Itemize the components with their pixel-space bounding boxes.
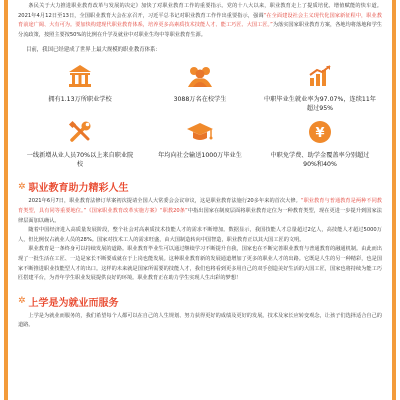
tools-icon (65, 117, 95, 147)
intro-system-line: 目前，我国已经建成了世界上最大规模的职业教育体系： (26, 47, 161, 54)
section-title: 上学是为就业而服务 (28, 297, 119, 309)
stat-text: 中职毕业生就业率为97.07%，连续11年超过95% (264, 96, 376, 113)
stat-text: 中职免学费、助学金覆盖率分别超过90%和40% (270, 152, 370, 169)
stat-new-workers (20, 117, 140, 169)
star-bullet-icon: ✲ (18, 181, 26, 192)
section-heading-employment (18, 294, 382, 309)
stat-graduates (140, 117, 260, 169)
career-paragraph-1: 2021年6月7日，职业教育法修订草案初次提请全国人大常委会会议审议，这是职业教育法施行20多年来的首次大修。“职业教育与普通教育是两种不同教育类型，具有同等重要地位。”《国家职业教育改革实施方案》“职教20条”中指出国家在制度层面将职业教育定位为一种教育类型，现在更进一步提升到国家法律层面加以确认。 (18, 198, 382, 224)
graduate-cap-icon (185, 117, 215, 147)
stat-text: 3088万名在校学生 (173, 96, 227, 104)
career-paragraph-2: 随着中国经济进入高质量发展阶段，整个社会对高素质技术技能人才的需求不断增加。数据显示，我国技能人才总量超过2亿人，高技能人才超过5000万人，但比例仅占就业人员的28%。国家对技术工人的需求旺盛，由大国制造转向中国智造，职业教育正以其大国工匠的文明。 (18, 227, 382, 243)
star-bullet-icon: ✲ (18, 296, 26, 307)
stat-students (140, 61, 260, 113)
stat-text: 拥有1.13万所职业学校 (48, 96, 112, 104)
stat-schools (20, 61, 140, 113)
stat-employment-rate (260, 61, 380, 113)
employment-paragraph-1: 上学是为就业而服务的，我们希望每个人都可以在自己的人生规划、努力获得更好的成绩及更好的发展。技术及家长应转变观念，让孩子们选择适合自己的道路。 (18, 312, 382, 329)
svg-text:¥: ¥ (315, 126, 325, 142)
students-icon (185, 61, 215, 91)
stat-tuition-aid (260, 117, 380, 169)
stat-text: 一线新增从业人员70%以上来自职业院校 (26, 152, 134, 169)
quote-highlight: “在全面建设社会主义现代化国家新征程中，职业教育前途广阔、大有可为。要加快构建现代职业教育体系，培养更多高素质技术技能人才、能工巧匠、大国工匠。” (18, 12, 382, 29)
school-icon (65, 61, 95, 91)
section-title: 职业教育助力精彩人生 (28, 183, 129, 195)
career-paragraph-3: 职业教育是一条终身可以持续发展的道路。职业教育毕业生可以通过继续学习不断提升自我，国家也在不断完善职业教育与普通教育的融通机制。由此而出现了一批生活在工匠、一边是家长不断要成就在于上岗也能发展。这种职业教育新的发展通道增加了更多的职业人才的出路。它既是人生的另一种精彩，也是国家不断推进职业技能型人才的出口。这样的未来就是国家所需要的技能人才，我们也将看到更多用自己的双手创造美好生活的大国工匠，国家也将持续为能工巧匠搭建平台，为青年学生职业发展提供良好的环境。职业教育正在助力学生实现人生出彩的梦想！ (18, 246, 382, 282)
section-heading-career (18, 179, 382, 194)
chart-icon (305, 61, 335, 91)
article-page (4, 0, 396, 400)
stat-text: 年均向社会输送1000万毕业生 (158, 152, 242, 160)
intro-paragraph: 条民关于大力推进职业教育改革与发展的决定》加快了对职业教育工作的重要指示。党的十八大以来，职业教育走上了提质培优、增值赋能的快车道。2021年4月12日至13日，全国职业教育大会在京召开，习近平总书记对职业教育工作作出重要指示，强调“在全面建设社会主义现代化国家新征程中，职业教育前途广阔、大有可为。要加快构建现代职业教育体系，培养更多高素质技术技能人才、能工巧匠、大国工匠。”为落实国家职业教育方案，各地均将落地和学生分流政策，按照主要按50%的比例在升学及就业中对职业生均中等职业教育生源。 (18, 3, 382, 38)
stats-grid (20, 61, 380, 169)
money-icon (305, 117, 335, 147)
quote-highlight: “职业教育与普通教育是两种不同教育类型，具有同等重要地位。”《国家职业教育改革实施方案》“职教20条” (18, 198, 382, 214)
